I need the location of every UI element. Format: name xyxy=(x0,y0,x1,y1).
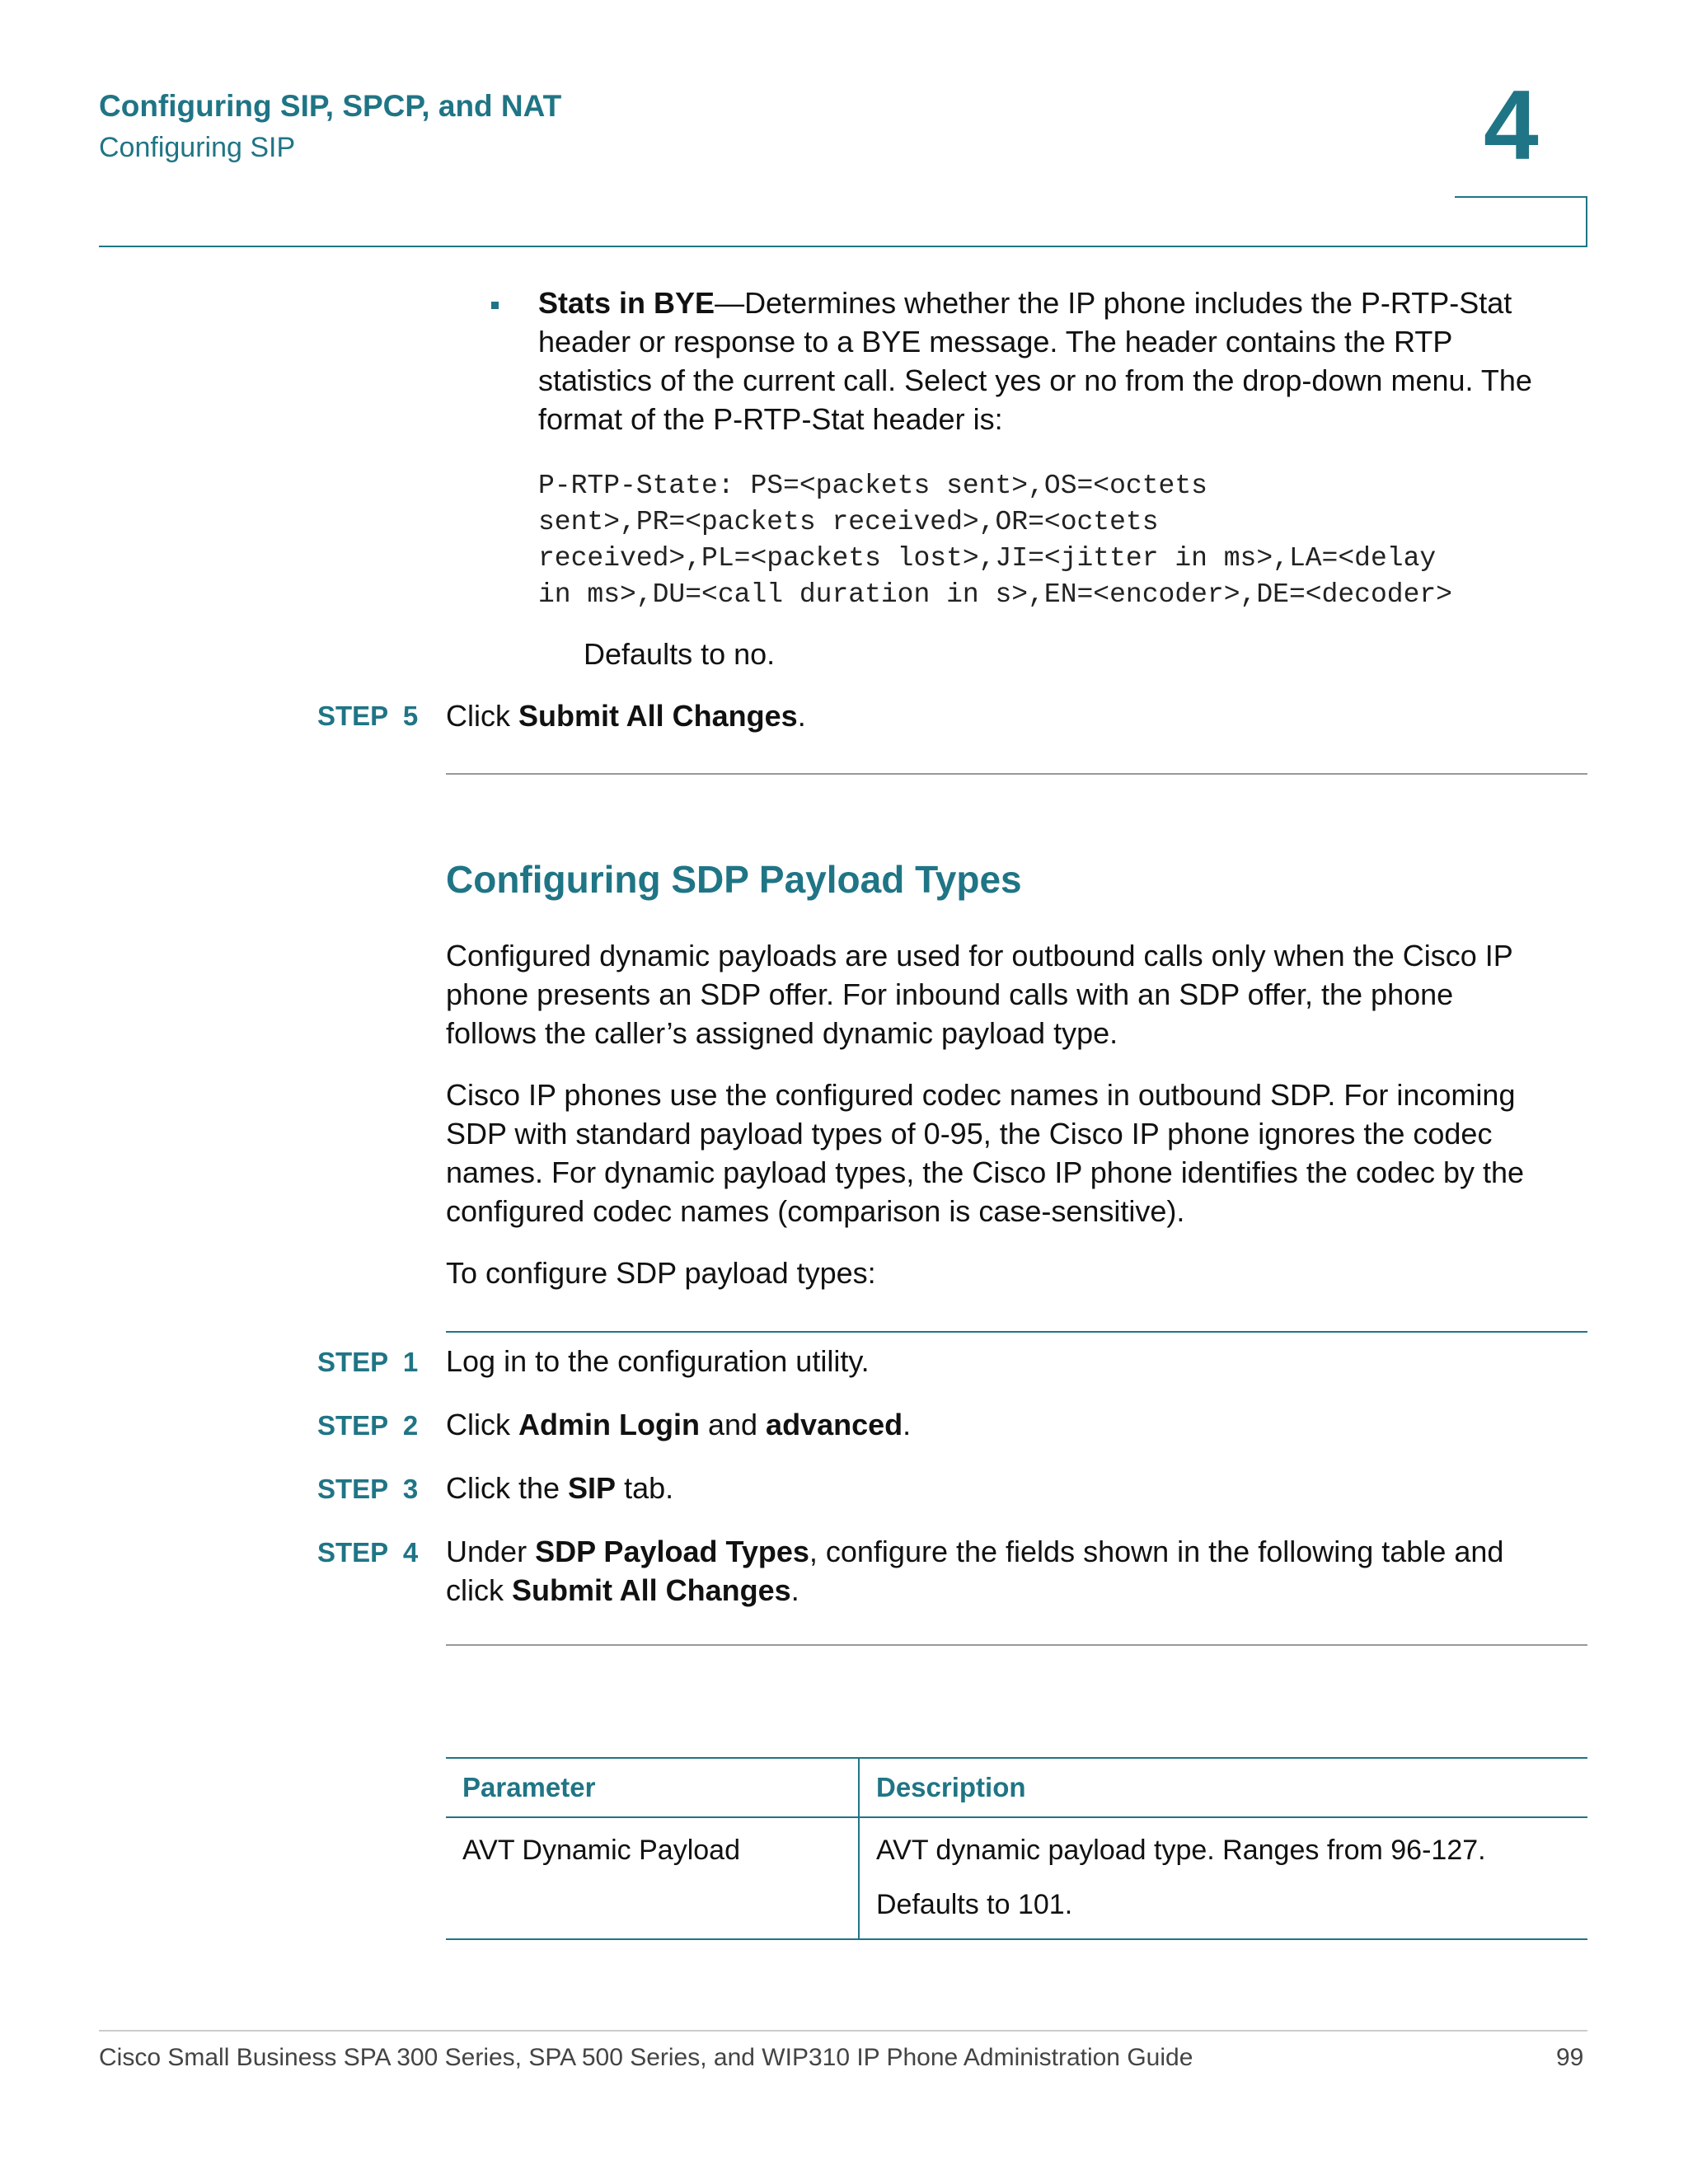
table-header-parameter: Parameter xyxy=(446,1758,859,1817)
step-4-pre: Under xyxy=(446,1535,536,1568)
step-4-bold-2: Submit All Changes xyxy=(512,1573,791,1607)
section-paragraph-3: To configure SDP payload types: xyxy=(446,1256,876,1290)
footer-rule xyxy=(99,2030,1587,2032)
header-format-code xyxy=(538,468,1452,613)
step-5-text xyxy=(446,696,1592,735)
step-4-line-2-pre: click xyxy=(446,1573,512,1607)
step-4-line-2 xyxy=(446,1571,1592,1610)
section-paragraph-1 xyxy=(446,936,1600,1052)
table-header-row xyxy=(446,1758,1587,1817)
sdp-payload-table xyxy=(446,1757,1587,1940)
step-2-bold-2: advanced xyxy=(766,1408,903,1441)
table-row xyxy=(446,1817,1587,1939)
step-2-label: STEP 2 xyxy=(317,1410,419,1441)
step-3-bold: SIP xyxy=(568,1471,617,1505)
bullet-line-1-text: —Determines whether the IP phone includes the P-RTP-Stat xyxy=(715,286,1512,320)
step-4-mid: , configure the fields shown in the following table and xyxy=(809,1535,1504,1568)
step-3-text xyxy=(446,1469,1592,1507)
bullet-line-2: header or response to a BYE message. The header contains the RTP xyxy=(538,325,1453,359)
step-1-label: STEP 1 xyxy=(317,1347,419,1377)
bullet-marker-icon xyxy=(491,302,499,309)
steps-top-rule xyxy=(446,1331,1587,1333)
code-line-4: in ms>,DU=<call duration in s>,EN=<encoder>,DE=<decoder> xyxy=(538,579,1452,610)
bullet-line-1 xyxy=(538,284,1610,322)
bullet-line-3: statistics of the current call. Select yes or no from the drop-down menu. The xyxy=(538,363,1532,397)
table-cell-parameter: AVT Dynamic Payload xyxy=(446,1817,859,1939)
p2-line-3: names. For dynamic payload types, the Cisco IP phone identifies the codec by the xyxy=(446,1155,1525,1189)
chapter-number: 4 xyxy=(1484,70,1539,180)
step-5-post: . xyxy=(797,699,806,733)
bullet-stats-in-bye xyxy=(538,284,1610,438)
step-end-rule xyxy=(446,773,1587,775)
step-3-label: STEP 3 xyxy=(317,1474,419,1504)
step-2-text xyxy=(446,1405,1592,1444)
p2-line-2: SDP with standard payload types of 0-95, the Cisco IP phone ignores the codec xyxy=(446,1117,1493,1151)
code-line-1: P-RTP-State: PS=<packets sent>,OS=<octets xyxy=(538,471,1207,501)
description-line-2: Defaults to 101. xyxy=(876,1889,1073,1920)
step-4-line-1 xyxy=(446,1532,1592,1571)
bullet-term: Stats in BYE xyxy=(538,286,715,320)
section-heading: Configuring SDP Payload Types xyxy=(446,858,1022,901)
running-header-title: Configuring SIP, SPCP, and NAT xyxy=(99,89,562,123)
page-number: 99 xyxy=(1556,2044,1584,2071)
step-4-post: . xyxy=(790,1573,799,1607)
p1-line-2: phone presents an SDP offer. For inbound calls with an SDP offer, the phone xyxy=(446,977,1454,1011)
step-3-pre: Click the xyxy=(446,1471,569,1505)
step-3-post: tab. xyxy=(616,1471,674,1505)
running-header-subtitle: Configuring SIP xyxy=(99,132,296,163)
step-2-mid: and xyxy=(699,1408,767,1441)
chapter-tab-box xyxy=(1455,196,1587,246)
step-2-post: . xyxy=(903,1408,912,1441)
header-rule xyxy=(99,246,1587,247)
code-line-2: sent>,PR=<packets received>,OR=<octets xyxy=(538,507,1159,537)
steps-end-rule xyxy=(446,1644,1587,1646)
defaults-note: Defaults to no. xyxy=(584,637,776,671)
table-header-description: Description xyxy=(859,1758,1587,1817)
table-cell-description xyxy=(859,1817,1587,1939)
step-2-bold-1: Admin Login xyxy=(518,1408,700,1441)
step-4-text xyxy=(446,1532,1592,1610)
footer-text: Cisco Small Business SPA 300 Series, SPA 500 Series, and WIP310 IP Phone Administration Guide xyxy=(99,2044,1193,2071)
p2-line-1: Cisco IP phones use the configured codec names in outbound SDP. For incoming xyxy=(446,1078,1516,1112)
section-paragraph-2 xyxy=(446,1076,1600,1230)
step-4-label: STEP 4 xyxy=(317,1537,419,1568)
step-5-pre: Click xyxy=(446,699,518,733)
code-line-3: received>,PL=<packets lost>,JI=<jitter in ms>,LA=<delay xyxy=(538,543,1437,574)
p1-line-1: Configured dynamic payloads are used for outbound calls only when the Cisco IP xyxy=(446,939,1513,972)
bullet-line-4: format of the P-RTP-Stat header is: xyxy=(538,402,1003,436)
description-line-1: AVT dynamic payload type. Ranges from 96-127. xyxy=(876,1835,1486,1866)
step-2-pre: Click xyxy=(446,1408,518,1441)
step-5-bold: Submit All Changes xyxy=(518,699,798,733)
step-5-label: STEP 5 xyxy=(317,701,419,731)
step-1-text: Log in to the configuration utility. xyxy=(446,1344,870,1378)
p1-line-3: follows the caller’s assigned dynamic payload type. xyxy=(446,1016,1118,1050)
p2-line-4: configured codec names (comparison is case-sensitive). xyxy=(446,1194,1185,1228)
step-4-bold-1: SDP Payload Types xyxy=(535,1535,809,1568)
